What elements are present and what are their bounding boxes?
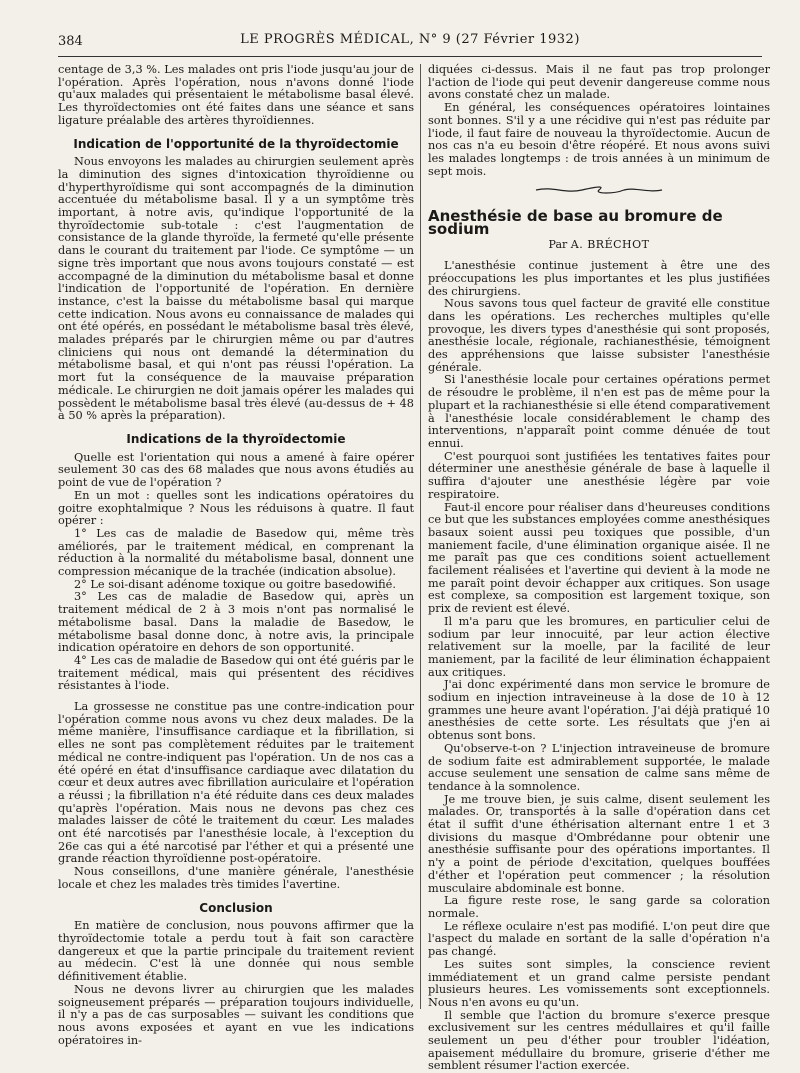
paragraph: diquées ci-dessus. Mais il ne faut pas trop prolonger l'action de l'iode qui peut devenir dangereuse comme nous avons constaté chez un malade. [428,63,770,102]
page-number: 384 [58,34,83,49]
section-heading: Indications de la thyroïdectomie [126,431,346,446]
paragraph: La figure reste rose, le sang garde sa coloration normale. [428,894,770,920]
paragraph: Si l'anesthésie locale pour certaines opérations permet de résoudre le problème, il n'en est pas de même pour la plupart et la rachianesthésie si elle étend comparativement à l'anesthésie locale considérablement le champ des interventions, n'apparaît point comme dénuée de tout ennui. [428,373,770,450]
running-header [58,30,762,50]
paragraph: Il m'a paru que les bromures, en particulier celui de sodium par leur innocuité, par leur action élective relativement sur la moelle, par la facilité de leur maniement, par la facilité de leur élimination échappaient aux critiques. [428,614,770,679]
paragraph: C'est pourquoi sont justifiées les tentatives faites pour déterminer une anesthésie générale de base à laquelle il suffira d'ajouter une anesthésie légère par voie respiratoire. [428,449,770,501]
paragraph: Faut-il encore pour réaliser dans d'heureuses conditions ce but que les substances employées comme anesthésiques basaux soient aussi peu toxiques que possible, d'un maniement facile, d'une élimination organique aisée. Il ne me paraît pas que ces conditions soient actuellement facilement réalisées et l'avertine qui devient à la mode ne me paraît point devoir échapper aux critiques. Son usage est complexe, sa composition est largement toxique, son prix de revient est élevé. [428,500,770,616]
paragraph: Nous envoyons les malades au chirurgien seulement après la diminution des signes d'intoxication thyroïdienne ou d'hyperthyroïdisme qui sont accompagnés de la diminution accentuée du métabolisme basal. Il y a un symptôme très important, à notre avis, qu'indique l'opportunité de la thyroïdectomie sub-totale : c'est l'augmentation de consistance de la glande thyroïde, la fermeté qu'elle présente dans le courant du traitement par l'iode. Ce symptôme — un signe très important que nous avons toujours constaté — est accompagné de la diminution du métabolisme basal et donne l'indication de l'opportunité de l'opération. En dernière instance, c'est la baisse du métabolisme basal qui marque cette indication. Nous avons eu connaissance de malades qui ont été opérés, en possédant le métabolisme basal très élevé, malades préparés par le chirurgien même ou par d'autres cliniciens qui nous ont demandé la détermination du métabolisme basal, et qui n'ont pas réussi l'opération. La mort fut la conséquence de la mauvaise préparation médicale. Le chirurgien ne doit jamais opérer les malades qui possèdent le métabolisme basal très élevé (au-dessus de + 48 à 50 % après la préparation). [58,155,414,423]
journal-title: LE PROGRÈS MÉDICAL, N° 9 (27 Février 1932) [240,32,580,47]
byline [428,239,770,252]
paragraph: Nous savons tous quel facteur de gravité elle constitue dans les opérations. Les recherches multiples qu'elle provoque, les divers types d'anesthésie qui sont proposés, anesthésie locale, régionale, rachianesthésie, témoignent des appréhensions que laisse subsister l'anesthésie générale. [428,297,770,374]
paragraph: Qu'observe-t-on ? L'injection intraveineuse de bromure de sodium faite est admirablement supportée, le malade accuse seulement une sensation de calme sans même de tendance à la somnolence. [428,741,770,793]
paragraph: Nous conseillons, d'une manière générale, l'anesthésie locale et chez les malades très timides l'avertine. [58,865,414,891]
list-item: 3° Les cas de maladie de Basedow qui, après un traitement médical de 2 à 3 mois n'ont pas normalisé le métabolisme basal. Dans la maladie de Basedow, le métabolisme basal donne donc, à notre avis, la principale indication opératoire en dehors de son opportunité. [58,590,414,655]
column-divider [420,64,421,1009]
paragraph: L'anesthésie continue justement à être une des préoccupations les plus importantes et les plus justifiées des chirurgiens. [428,259,770,298]
paragraph: J'ai donc expérimenté dans mon service le bromure de sodium en injection intraveineuse à la dose de 10 à 12 grammes une heure avant l'opération. J'ai déjà pratiqué 10 anesthésies de cette sorte. Les résultats que j'en ai obtenus sont bons. [428,678,770,743]
list-item: 1° Les cas de maladie de Basedow qui, même très améliorés, par le traitement médical, en comprenant la réduction à la normalité du métabolisme basal, donnent une compression mécanique de la trachée (indication absolue). [58,526,414,579]
paragraph: En général, les conséquences opératoires lointaines sont bonnes. S'il y a une récidive qui n'est pas réduite par l'iode, il faut faire de nouveau la thyroïdectomie. Aucun de nos cas n'a eu besoin d'être réopéré. Et nous avons suivi les malades longtemps : de trois années à un minimum de sept mois. [428,101,770,178]
paragraph: Je me trouve bien, je suis calme, disent seulement les malades. Or, transportés à la salle d'opération dans cet état il suffit d'une éthérisation alternant entre 1 et 3 divisions du masque d'Ombrédanne pour obtenir une anesthésie suffisante pour des opérations importantes. Il n'y a point de période d'excitation, quelques bouffées d'éther et l'opération peut commencer ; la résolution musculaire abdominale est bonne. [428,792,770,895]
left-column [58,64,414,1047]
paragraph: En un mot : quelles sont les indications opératoires du goitre exophtalmique ? Nous les réduisons à quatre. Il faut opérer : [58,488,414,528]
paragraph: centage de 3,3 %. Les malades ont pris l'iode jusqu'au jour de l'opération. Après l'opération, nous n'avons donné l'iode qu'aux malades qui présentaient le métabolisme basal élevé. Les thyroïdectomies ont été faites dans une séance et sans ligature préalable des artères thyroïdiennes. [58,63,414,127]
list-item: 4° Les cas de maladie de Basedow qui ont été guéris par le traitement médical, mais qui présentent des récidives résistantes à l'iode. [58,653,414,693]
paragraph: En matière de conclusion, nous pouvons affirmer que la thyroïdectomie totale a perdu tout à fait son caractère dangereux et que la partie principale du traitement revient au médecin. C'est là une donnée qui nous semble définitivement établie. [58,919,414,984]
section-heading: Indication de l'opportunité de la thyroïdectomie [73,136,399,151]
paragraph: Quelle est l'orientation qui nous a amené à faire opérer seulement 30 cas des 68 malades que nous avons étudiés au point de vue de l'opération ? [58,450,414,490]
right-column [428,64,770,1073]
paragraph: Les suites sont simples, la conscience revient immédiatement et un grand calme persiste pendant plusieurs heures. Les vomissements sont exceptionnels. Nous n'en avons eu qu'un. [428,957,770,1009]
header-rule [58,56,762,57]
paragraph: La grossesse ne constitue pas une contre-indication pour l'opération comme nous avons vu chez deux malades. De la même manière, l'insuffisance cardiaque et la fibrillation, si elles ne sont pas complètement réduites par le traitement médical ne contre-indiquent pas l'opération. Un de nos cas a été opéré en état d'insuffisance cardiaque avec dilatation du cœur et deux autres avec fibrillation auriculaire et l'opération a réussi ; la fibrillation n'a été réduite dans ces deux malades qu'après l'opération. Mais nous ne devons pas chez ces malades laisser de côté le traitement du cœur. Les malades ont été narcotisés par l'anesthésie locale, à l'exception du 26e cas qui a été narcotisé par l'éther et qui a présenté une grande réaction thyroïdienne post-opératoire. [58,700,414,866]
byline-prefix: Par [548,238,568,252]
article-title: Anesthésie de base au bromure de sodium [428,207,723,238]
list-item: 2° Le soi-disant adénome toxique ou goitre basedowifié. [74,577,396,591]
paragraph: Il semble que l'action du bromure s'exerce presque exclusivement sur les centres médullaires et qu'il faille seulement un peu d'éther pour troubler l'idéation, apaisement médullaire du bromure, griserie d'éther me semblent résumer l'action exercée. [428,1008,770,1073]
paragraph: Nous ne devons livrer au chirurgien que les malades soigneusement préparés — préparation toujours individuelle, il n'y a pas de cas surposables — suivant les conditions que nous avons exposées et ayant en vue les indications opératoires in- [58,982,414,1047]
section-heading: Conclusion [199,900,273,915]
ornament-divider [428,184,770,200]
author-name: A. BRÉCHOT [570,238,650,252]
paragraph: Le réflexe oculaire n'est pas modifié. L'on peut dire que l'aspect du malade en sortant de la salle d'opération n'a pas changé. [428,919,770,959]
flourish-icon [534,184,664,196]
